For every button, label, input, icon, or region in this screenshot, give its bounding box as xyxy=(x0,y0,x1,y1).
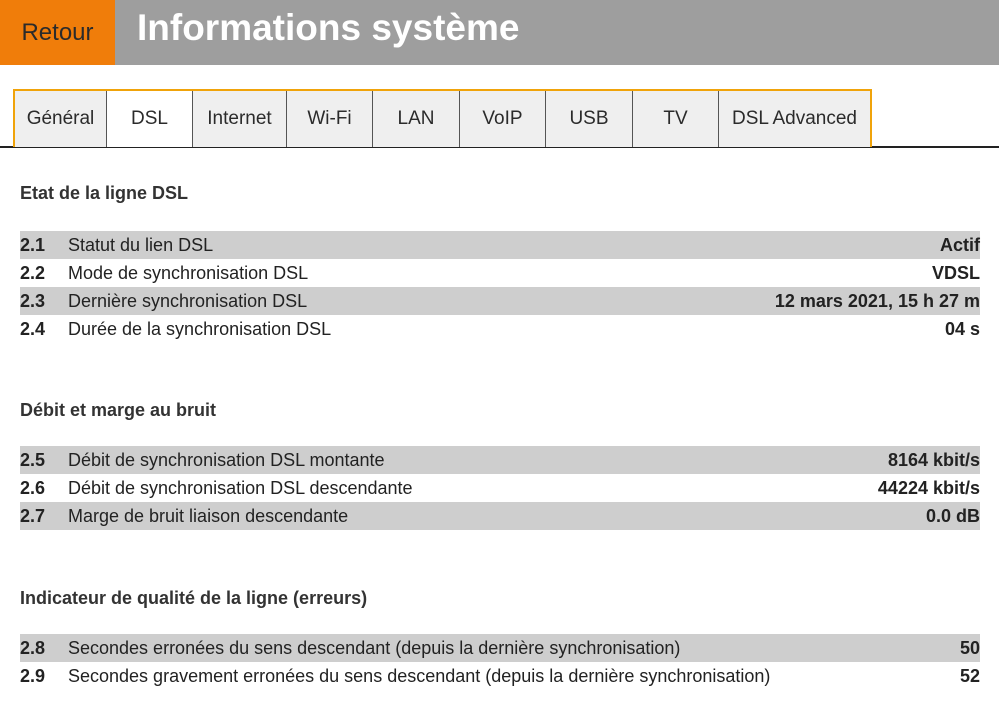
table-row xyxy=(20,634,980,662)
row-number: 2.1 xyxy=(20,234,46,255)
row-value: VDSL xyxy=(931,262,980,283)
row-value: 52 xyxy=(959,665,980,686)
row-number: 2.5 xyxy=(20,449,46,470)
header-bar xyxy=(0,0,999,65)
table-row xyxy=(20,287,980,315)
row-value: 44224 kbit/s xyxy=(877,477,980,498)
row-label: Secondes erronées du sens descendant (depuis la dernière synchronisation) xyxy=(68,637,681,658)
row-value: 50 xyxy=(959,637,980,658)
tab-tv[interactable]: TV xyxy=(633,91,719,147)
tab-internet[interactable]: Internet xyxy=(193,91,287,147)
table-row xyxy=(20,662,980,690)
table-row xyxy=(20,315,980,343)
tab-voip[interactable]: VoIP xyxy=(460,91,546,147)
row-label: Durée de la synchronisation DSL xyxy=(68,318,332,339)
tab-strip xyxy=(13,89,872,147)
tab-wifi[interactable]: Wi-Fi xyxy=(287,91,373,147)
back-button[interactable]: Retour xyxy=(0,0,115,65)
table-row xyxy=(20,474,980,502)
tab-usb[interactable]: USB xyxy=(546,91,633,147)
row-value: Actif xyxy=(940,234,980,255)
page-title: Informations système xyxy=(137,7,520,48)
row-label: Secondes gravement erronées du sens descendant (depuis la dernière synchronisation) xyxy=(68,665,771,686)
row-number: 2.7 xyxy=(20,505,46,526)
row-number: 2.2 xyxy=(20,262,46,283)
row-label: Statut du lien DSL xyxy=(68,234,214,255)
row-value: 8164 kbit/s xyxy=(887,449,980,470)
row-label: Débit de synchronisation DSL montante xyxy=(68,449,385,470)
tab-lan[interactable]: LAN xyxy=(373,91,460,147)
row-number: 2.3 xyxy=(20,290,46,311)
row-number: 2.6 xyxy=(20,477,46,498)
row-label: Dernière synchronisation DSL xyxy=(68,290,308,311)
section-title-rate-margin: Débit et marge au bruit xyxy=(20,400,217,420)
row-value: 04 s xyxy=(944,318,980,339)
row-label: Marge de bruit liaison descendante xyxy=(68,505,349,526)
line-quality-table xyxy=(20,634,980,690)
section-title-line-quality: Indicateur de qualité de la ligne (erreurs) xyxy=(20,588,368,608)
rate-margin-table xyxy=(20,446,980,530)
table-row xyxy=(20,231,980,259)
row-value: 0.0 dB xyxy=(925,505,980,526)
row-label: Mode de synchronisation DSL xyxy=(68,262,309,283)
row-number: 2.4 xyxy=(20,318,46,339)
table-row xyxy=(20,259,980,287)
row-number: 2.8 xyxy=(20,637,46,658)
row-number: 2.9 xyxy=(20,665,46,686)
tab-dsl[interactable]: DSL xyxy=(107,91,193,147)
tab-dsl-advanced[interactable]: DSL Advanced xyxy=(719,91,870,147)
section-title-line-status: Etat de la ligne DSL xyxy=(20,183,189,203)
table-row xyxy=(20,446,980,474)
row-label: Débit de synchronisation DSL descendante xyxy=(68,477,413,498)
line-status-table xyxy=(20,231,980,343)
tab-general[interactable]: Général xyxy=(15,91,107,147)
table-row xyxy=(20,502,980,530)
row-value: 12 mars 2021, 15 h 27 m xyxy=(774,290,980,311)
